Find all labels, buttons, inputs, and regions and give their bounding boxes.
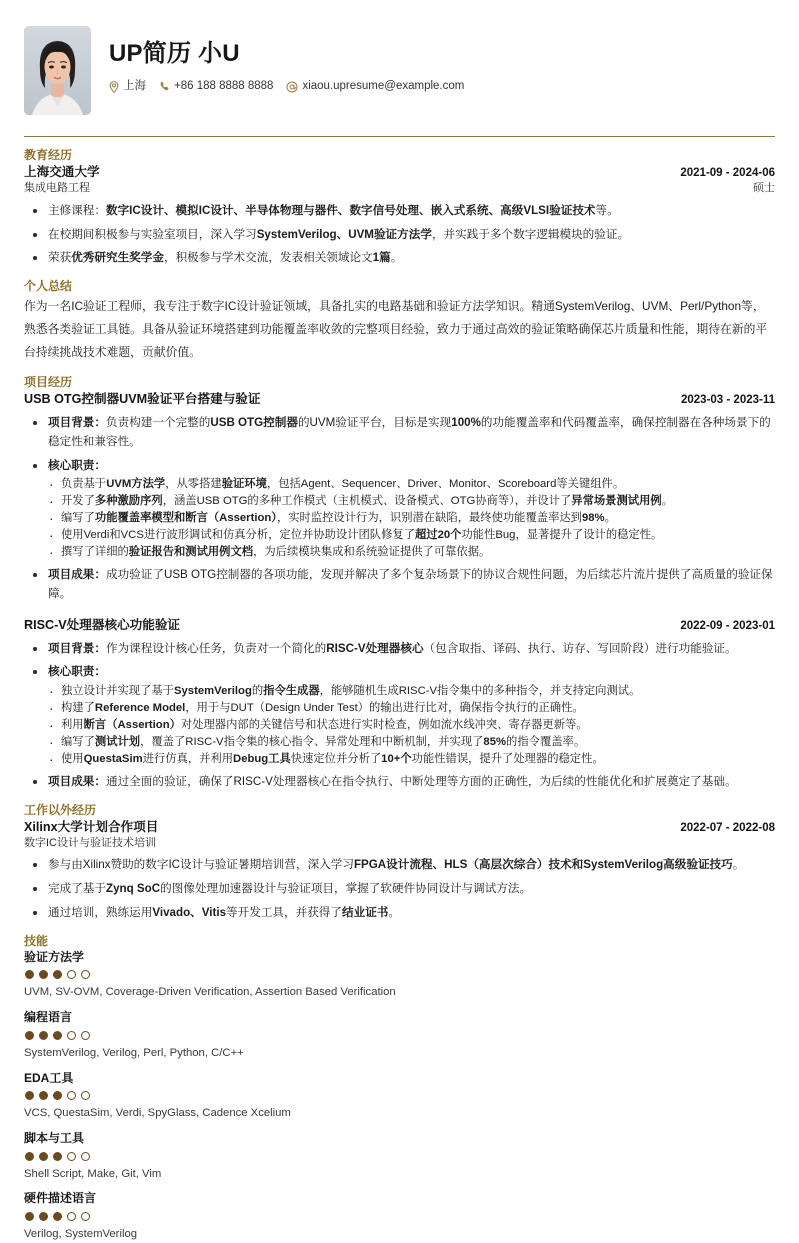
page-title: UP简历 小U — [109, 40, 240, 67]
skill-dot-filled — [53, 1031, 62, 1040]
skill-dot-filled — [25, 970, 34, 979]
skill-level-dots — [25, 1031, 775, 1040]
skill-name: 硬件描述语言 — [24, 1191, 97, 1206]
list-item — [24, 663, 775, 767]
header-divider — [24, 136, 775, 137]
list-item: · 开发了多种激励序列，涵盖USB OTG的多种工作模式（主机模式、设备模式、OTG协商等），并设计了异常场景测试用例。 — [48, 493, 775, 510]
list-item: · 使用Verdi和VCS进行波形调试和仿真分析，定位并协助设计团队修复了超过20个功能性Bug，显著提升了设计的稳定性。 — [48, 527, 775, 544]
section-projects — [24, 375, 775, 792]
list-item: 主修课程：数字IC设计、模拟IC设计、半导体物理与器件、数字信号处理、嵌入式系统、高级VLSI验证技术等。 — [24, 202, 775, 221]
list-item: 通过培训，熟练运用Vivado、Vitis等开发工具，并获得了结业证书。 — [24, 904, 775, 923]
skill-dot-empty — [81, 1212, 90, 1221]
list-item: · 构建了Reference Model，用于与DUT（Design Under Test）的输出进行比对，确保指令执行的正确性。 — [48, 700, 775, 717]
skill-level-dots — [25, 970, 775, 979]
skill-group — [24, 1071, 775, 1122]
section-title-projects: 项目经历 — [24, 375, 73, 390]
skill-dot-empty — [81, 970, 90, 979]
skill-dot-filled — [39, 1152, 48, 1161]
resume-header — [24, 26, 775, 115]
phone-icon — [159, 81, 170, 92]
contact-email — [286, 80, 464, 94]
header-text-block — [109, 26, 477, 94]
skill-dot-empty — [67, 1152, 76, 1161]
section-title-summary: 个人总结 — [24, 279, 73, 294]
list-item: · 使用QuestaSim进行仿真，并利用Debug工具快速定位并分析了10+个功能性错误，提升了处理器的稳定性。 — [48, 751, 775, 768]
list-item — [24, 566, 775, 604]
skill-group — [24, 1131, 775, 1182]
project-duties-label: 核心职责： — [48, 458, 106, 472]
skill-dot-filled — [53, 1212, 62, 1221]
project-background-text: 作为课程设计核心任务，负责对一个简化的RISC-V处理器核心（包含取指、译码、执行、访存、写回阶段）进行功能验证。 — [105, 641, 737, 655]
skill-dot-empty — [67, 970, 76, 979]
skill-name: 编程语言 — [24, 1010, 73, 1025]
project-name: USB OTG控制器UVM验证平台搭建与验证 — [24, 392, 261, 407]
project-name: RISC-V处理器核心功能验证 — [24, 617, 181, 632]
extracurricular-bullets — [24, 856, 775, 922]
list-item — [24, 414, 775, 452]
section-skills — [24, 934, 775, 1243]
list-item: · 利用断言（Assertion）对处理器内部的关键信号和状态进行实时检查，例如流水线冲突、寄存器更新等。 — [48, 717, 775, 734]
skill-description: SystemVerilog, Verilog, Perl, Python, C/C++ — [24, 1046, 244, 1059]
contact-email-text: xiaou.upresume@example.com — [302, 79, 465, 92]
skill-group — [24, 1010, 775, 1061]
project-entry — [24, 617, 775, 792]
avatar — [24, 26, 91, 115]
skill-name: 脚本与工具 — [24, 1130, 85, 1145]
section-title-skills: 技能 — [24, 933, 49, 948]
project-background-label: 项目背景： — [48, 641, 106, 655]
section-title-education: 教育经历 — [24, 148, 73, 162]
skill-dot-empty — [67, 1212, 76, 1221]
project-date: 2022-09 - 2023-01 — [680, 619, 775, 632]
extracurricular-entry — [24, 819, 775, 923]
skill-dot-filled — [39, 970, 48, 979]
extracurricular-date: 2022-07 - 2022-08 — [680, 821, 775, 834]
extracurricular-role: 数字IC设计与验证技术培训 — [24, 836, 156, 849]
contact-phone — [159, 80, 273, 94]
project-entry — [24, 391, 775, 604]
skill-level-dots — [25, 1091, 775, 1100]
section-education — [24, 148, 775, 268]
skill-description: VCS, QuestaSim, Verdi, SpyGlass, Cadence Xcelium — [24, 1107, 291, 1120]
project-result-label: 项目成果： — [48, 774, 106, 788]
list-item: · 编写了功能覆盖率模型和断言（Assertion），实时监控设计行为，识别潜在缺陷，最终使功能覆盖率达到98%。 — [48, 510, 775, 527]
skill-dot-empty — [81, 1152, 90, 1161]
skill-name: 验证方法学 — [24, 949, 85, 964]
list-item: 荣获优秀研究生奖学金，积极参与学术交流，发表相关领域论文1篇。 — [24, 249, 775, 268]
skill-dot-empty — [67, 1091, 76, 1100]
list-item: · 编写了测试计划，覆盖了RISC-V指令集的核心指令、异常处理和中断机制，并实现了85%的指令覆盖率。 — [48, 734, 775, 751]
list-item — [24, 457, 775, 561]
skill-description: Shell Script, Make, Git, Vim — [24, 1167, 162, 1180]
project-result-label: 项目成果： — [48, 568, 106, 582]
skill-level-dots — [25, 1212, 775, 1221]
skill-dot-filled — [53, 970, 62, 979]
skill-level-dots — [25, 1152, 775, 1161]
project-background-text: 负责构建一个完整的USB OTG控制器的UVM验证平台，目标是实现100%的功能覆盖率和代码覆盖率，确保控制器在各种场景下的稳定性和兼容性。 — [48, 416, 771, 448]
list-item — [24, 640, 775, 659]
skill-dot-filled — [39, 1031, 48, 1040]
email-at-icon — [286, 81, 298, 93]
list-item: · 独立设计并实现了基于SystemVerilog的指令生成器，能够随机生成RISC-V指令集中的多种指令，并支持定向测试。 — [48, 683, 775, 700]
project-background-label: 项目背景： — [48, 416, 106, 430]
list-item: · 撰写了详细的验证报告和测试用例文档，为后续模块集成和系统验证提供了可靠依据。 — [48, 544, 775, 561]
project-date: 2023-03 - 2023-11 — [681, 394, 775, 407]
project-bullets — [24, 640, 775, 792]
list-item: 完成了基于Zynq SoC的图像处理加速器设计与验证项目，掌握了软硬件协同设计与调试方法。 — [24, 880, 775, 899]
education-bullets — [24, 202, 775, 268]
skill-dot-filled — [25, 1031, 34, 1040]
list-item: · 负责基于UVM方法学，从零搭建验证环境，包括Agent、Sequencer、Driver、Monitor、Scoreboard等关键组件。 — [48, 476, 775, 493]
summary-text: 作为一名IC验证工程师，我专注于数字IC设计验证领域，具备扎实的电路基础和验证方法学知识。精通SystemVerilog、UVM、Perl/Python等，熟悉各类验证工具链。具备从验证环境搭建到功能覆盖率收敛的完整项目经验，致力于通过高效的验证策略确保芯片质量和性能，期待在新的平台持续挑战技术难题，贡献价值。 — [24, 299, 768, 360]
education-school: 上海交通大学 — [24, 165, 100, 179]
location-pin-icon — [109, 81, 119, 93]
skill-description: UVM, SV-OVM, Coverage-Driven Verification, Assertion Based Verification — [24, 986, 396, 999]
skill-dot-filled — [53, 1091, 62, 1100]
education-date: 2021-09 - 2024-06 — [680, 167, 775, 179]
project-result-text: 成功验证了USB OTG控制器的各项功能，发现并解决了多个复杂场景下的协议合规性问题，为后续芯片流片提供了高质量的验证保障。 — [48, 568, 773, 600]
skill-dot-filled — [25, 1152, 34, 1161]
skill-dot-filled — [53, 1152, 62, 1161]
list-item: 参与由Xilinx赞助的数字IC设计与验证暑期培训营，深入学习FPGA设计流程、HLS（高层次综合）技术和SystemVerilog高级验证技巧。 — [24, 856, 775, 875]
skill-dot-filled — [39, 1091, 48, 1100]
contact-phone-text: +86 188 8888 8888 — [174, 79, 274, 92]
skill-dot-filled — [25, 1212, 34, 1221]
section-extracurricular — [24, 803, 775, 923]
skill-name: EDA工具 — [24, 1070, 74, 1085]
education-entry — [24, 164, 775, 268]
skill-dot-empty — [81, 1031, 90, 1040]
skill-dot-filled — [39, 1212, 48, 1221]
skill-list — [24, 950, 775, 1243]
project-result-text: 通过全面的验证，确保了RISC-V处理器核心在指令执行、中断处理等方面的正确性，为后续的性能优化和扩展奠定了基础。 — [105, 774, 737, 788]
skill-description: Verilog, SystemVerilog — [24, 1227, 138, 1240]
contact-list — [109, 80, 477, 94]
skill-dot-empty — [81, 1091, 90, 1100]
skill-group — [24, 1191, 775, 1242]
education-degree: 硕士 — [753, 181, 775, 194]
education-major: 集成电路工程 — [24, 181, 90, 194]
skill-group — [24, 950, 775, 1001]
skill-dot-filled — [25, 1091, 34, 1100]
project-duties-label: 核心职责： — [48, 665, 106, 679]
list-item: 在校期间积极参与实验室项目，深入学习SystemVerilog、UVM验证方法学，并实践于多个数字逻辑模块的验证。 — [24, 226, 775, 245]
extracurricular-org: Xilinx大学计划合作项目 — [24, 819, 159, 834]
skill-dot-empty — [67, 1031, 76, 1040]
project-duty-list — [48, 683, 775, 768]
section-summary — [24, 279, 775, 364]
contact-location — [109, 80, 146, 94]
project-bullets — [24, 414, 775, 604]
project-duty-list — [48, 476, 775, 561]
contact-location-text: 上海 — [123, 79, 146, 92]
section-title-extracurricular: 工作以外经历 — [24, 802, 97, 817]
list-item — [24, 773, 775, 792]
